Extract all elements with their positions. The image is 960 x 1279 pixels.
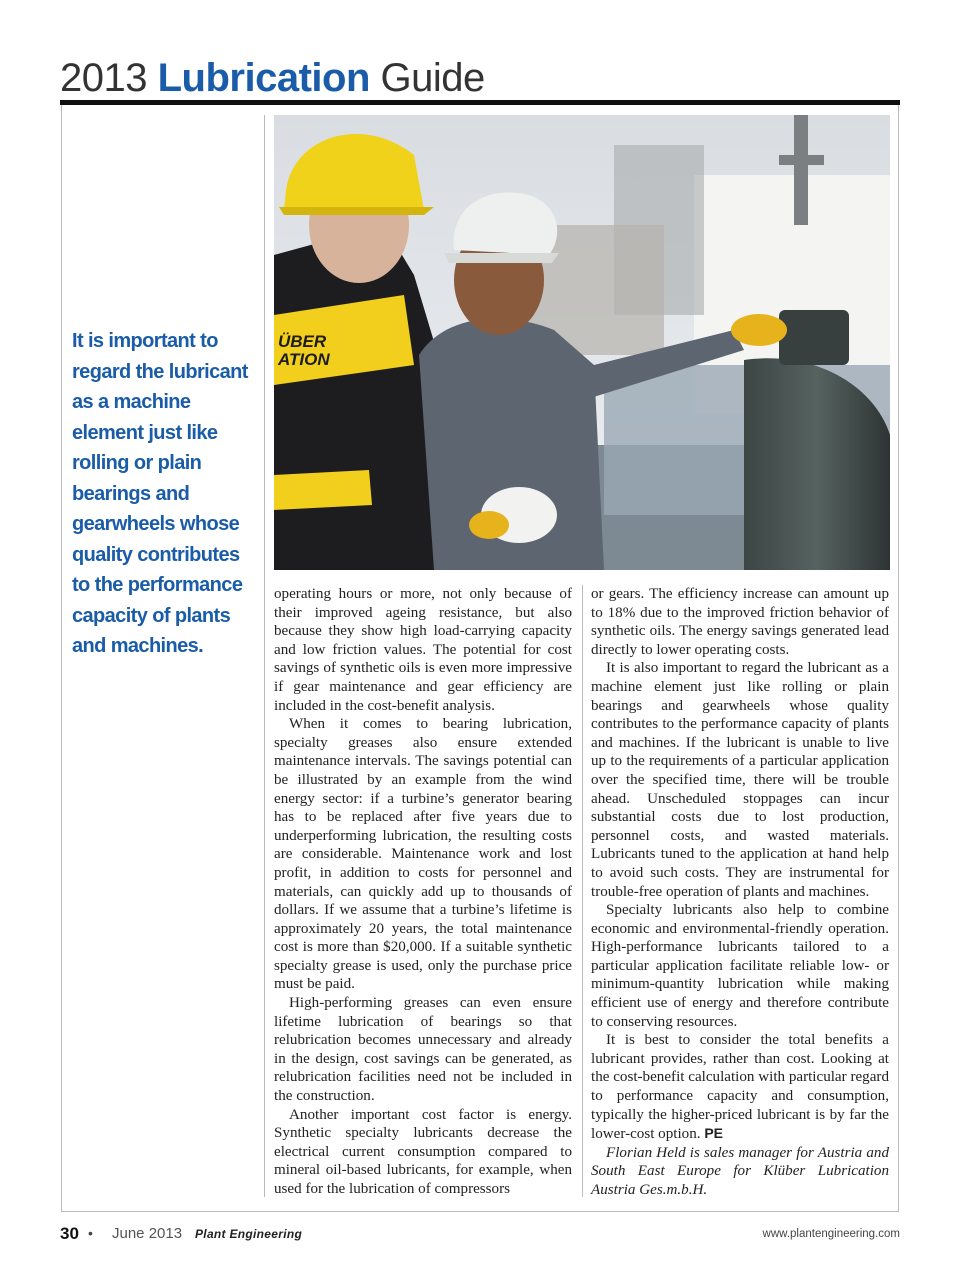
pull-quote: It is important to regard the lubricant as a machine element just like rolling or plain bearings and gearwheels whose quality contributes to the performance capacity of plants and machines. [72,330,248,657]
footer-bullet: • [88,1225,93,1241]
paragraph: or gears. The efficiency increase can amount up to 18% due to the improved friction behavior of synthetic oils. The energy savings generated lead directly to lower operating costs. [591,586,889,658]
closing-paragraph-text: It is best to consider the total benefits a lubricant provides, rather than cost. Looking at the cost-benefit calculation with particular regard to performance capacity and consumption, typically the higher-priced lubricant is by far the lower-cost option. [591,1032,889,1143]
publication-name: Plant Engineering [195,1227,303,1241]
guide-title-year: 2013 [60,56,147,100]
guide-title-word: Guide [380,56,485,100]
paragraph: Another important cost factor is energy. Synthetic specialty lubricants decrease the electrical current consumption compared to mineral oil-based lubricants, for example, when used for the lubrication of compressors [274,1106,572,1197]
issue-date: June 2013 [112,1225,183,1242]
paragraph: operating hours or more, not only because of their improved ageing resistance, but also because they show high load-carrying capacity and low friction values. The potential for cost savings of synthetic oils is even more impressive if gear maintenance and gear efficiency are included in the cost-benefit analysis. [274,586,572,714]
website-url[interactable]: www.plantengineering.com [762,1228,900,1240]
workers-illustration [274,115,890,570]
article-photo [274,115,890,570]
author-byline: Florian Held is sales manager for Austria and South East Europe for Klüber Lubrication Austria Ges.m.b.H. [591,1144,889,1198]
column-divider [582,585,583,1197]
sidebar-divider [264,115,265,1197]
article-column-1 [274,585,572,1199]
article-column-2 [591,585,889,1200]
jacket-lettering: ÜBER ATION [278,332,330,369]
paragraph [591,1031,889,1144]
paragraph: When it comes to bearing lubrication, specialty greases also ensure extended maintenance intervals. The savings potential can be illustrated by an example from the wind energy sector: if a turbine’s generator bearing has to be replaced after five years due to underperforming lubrication, the resulting costs are considerable. Maintenance work and lost profit, in addition to costs for personnel and materials, can quickly add up to thousands of dollars. If we assume that a turbine’s lifetime is approximately 20 years, the total maintenance cost is more than $20,000. If a suitable synthetic specialty grease is used, only the purchase price must be paid. [274,716,572,993]
paragraph: High-performing greases can even ensure lifetime lubrication of bearings so that relubrication becomes unnecessary and already in the design, cost savings can be generated, as relubrication facilities need not be included in the construction. [274,995,572,1105]
paragraph: It is also important to regard the lubricant as a machine element just like rolling or plain bearings and gearwheels whose quality contributes to the performance capacity of plants and machines. If the lubricant is unable to live up to the requirements of a particular application over the specified time, there will be trouble ahead. Unscheduled stoppages can incur substantial costs due to lost production, personnel costs, and wasted materials. Lubricants tuned to the application at hand help to avoid such costs. They are instrumental for trouble-free operation of plants and machines. [591,660,889,900]
guide-title [60,52,485,104]
page-number: 30 [60,1224,79,1243]
page-footer [60,1222,900,1248]
end-mark: PE [704,1125,723,1142]
guide-title-highlight: Lubrication [157,56,370,100]
paragraph: Specialty lubricants also help to combine economic and environmental-friendly operation. High-performance lubricants tailored to a particular application facilitate reliable low- or minimum-quantity lubrication while making efficient use of energy and therefore contribute to conserving resources. [591,902,889,1030]
